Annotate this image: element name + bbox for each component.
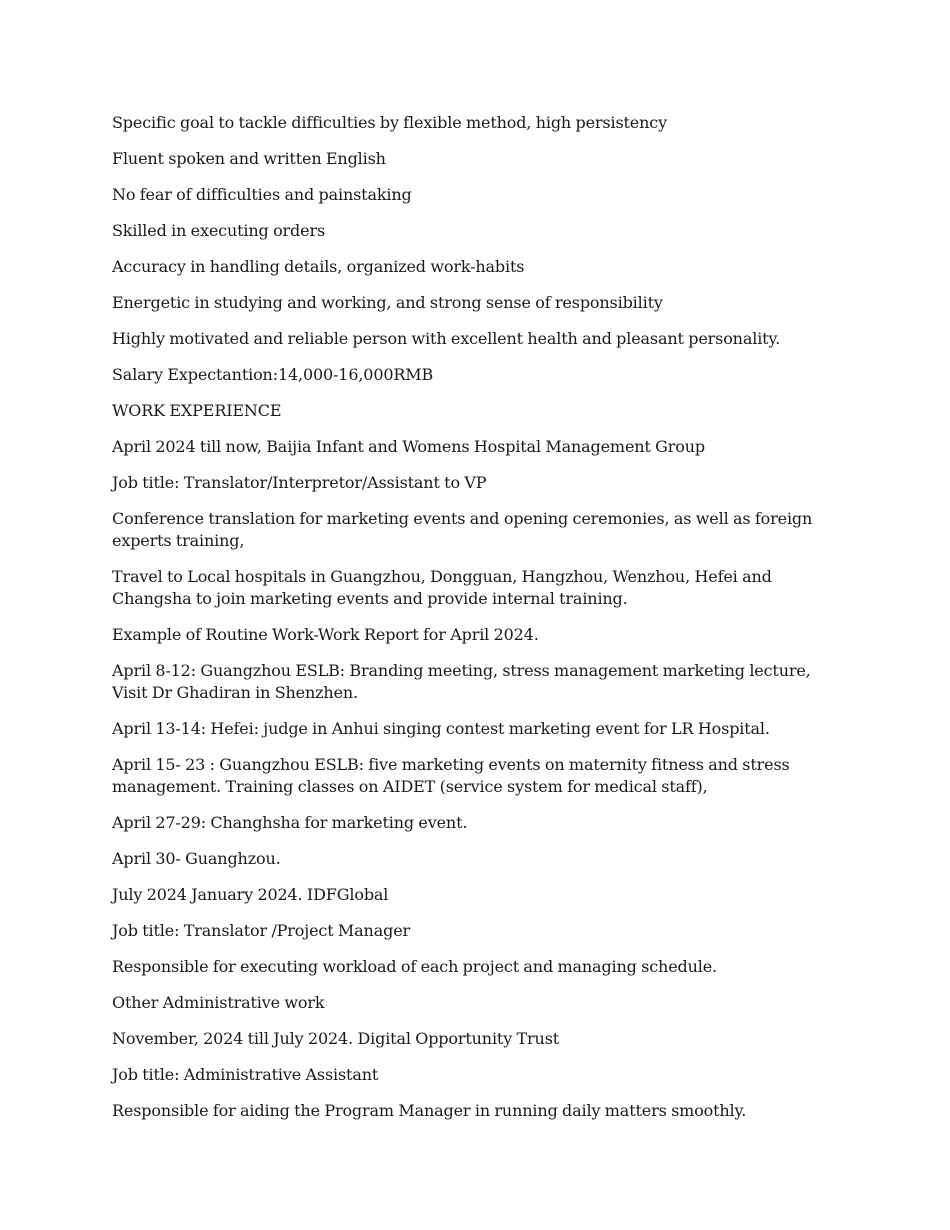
salary-expectation: Salary Expectantion:14,000-16,000RMB	[112, 365, 434, 384]
job-1-title: Job title: Translator/Interpretor/Assistant to VP	[112, 473, 487, 492]
skill-tackle-difficulties: Specific goal to tackle difficulties by flexible method, high persistency	[112, 113, 667, 132]
job-2-duty-workload: Responsible for executing workload of each project and managing schedule.	[112, 957, 717, 976]
document-page	[112, 112, 822, 1136]
job-3-title: Job title: Administrative Assistant	[112, 1065, 379, 1084]
skill-no-fear: No fear of difficulties and painstaking	[112, 185, 412, 204]
job-1-period-employer: April 2024 till now, Baijia Infant and Womens Hospital Management Group	[112, 437, 705, 456]
job-1-report-april-27-29: April 27-29: Changhsha for marketing event.	[112, 813, 468, 832]
job-1-duty-conference: Conference translation for marketing events and opening ceremonies, as well as foreign experts training,	[112, 509, 813, 550]
skill-executing-orders: Skilled in executing orders	[112, 221, 326, 240]
job-1-report-april-30: April 30- Guanghzou.	[112, 849, 281, 868]
job-2-title: Job title: Translator /Project Manager	[112, 921, 411, 940]
section-heading-work-experience: WORK EXPERIENCE	[112, 401, 282, 420]
job-1-report-april-15-23: April 15- 23 : Guangzhou ESLB: five marketing events on maternity fitness and stress management. Training classes on AIDET (service system for medical staff),	[112, 755, 790, 796]
skill-english: Fluent spoken and written English	[112, 149, 386, 168]
job-1-duty-travel: Travel to Local hospitals in Guangzhou, Dongguan, Hangzhou, Wenzhou, Hefei and Changsha to join marketing events and provide internal training.	[112, 567, 772, 608]
job-1-report-april-8-12: April 8-12: Guangzhou ESLB: Branding meeting, stress management marketing lecture, Visit Dr Ghadiran in Shenzhen.	[112, 661, 811, 702]
skill-motivated: Highly motivated and reliable person with excellent health and pleasant personality.	[112, 329, 781, 348]
job-3-period-employer: November, 2024 till July 2024. Digital Opportunity Trust	[112, 1029, 560, 1048]
job-2-duty-admin: Other Administrative work	[112, 993, 325, 1012]
job-1-report-april-13-14: April 13-14: Hefei: judge in Anhui singing contest marketing event for LR Hospital.	[112, 719, 770, 738]
skill-energetic: Energetic in studying and working, and strong sense of responsibility	[112, 293, 663, 312]
job-3-duty: Responsible for aiding the Program Manager in running daily matters smoothly.	[112, 1101, 747, 1120]
job-2-period-employer: July 2024 January 2024. IDFGlobal	[112, 885, 389, 904]
skill-accuracy: Accuracy in handling details, organized work-habits	[112, 257, 525, 276]
job-1-report-heading: Example of Routine Work-Work Report for April 2024.	[112, 625, 539, 644]
